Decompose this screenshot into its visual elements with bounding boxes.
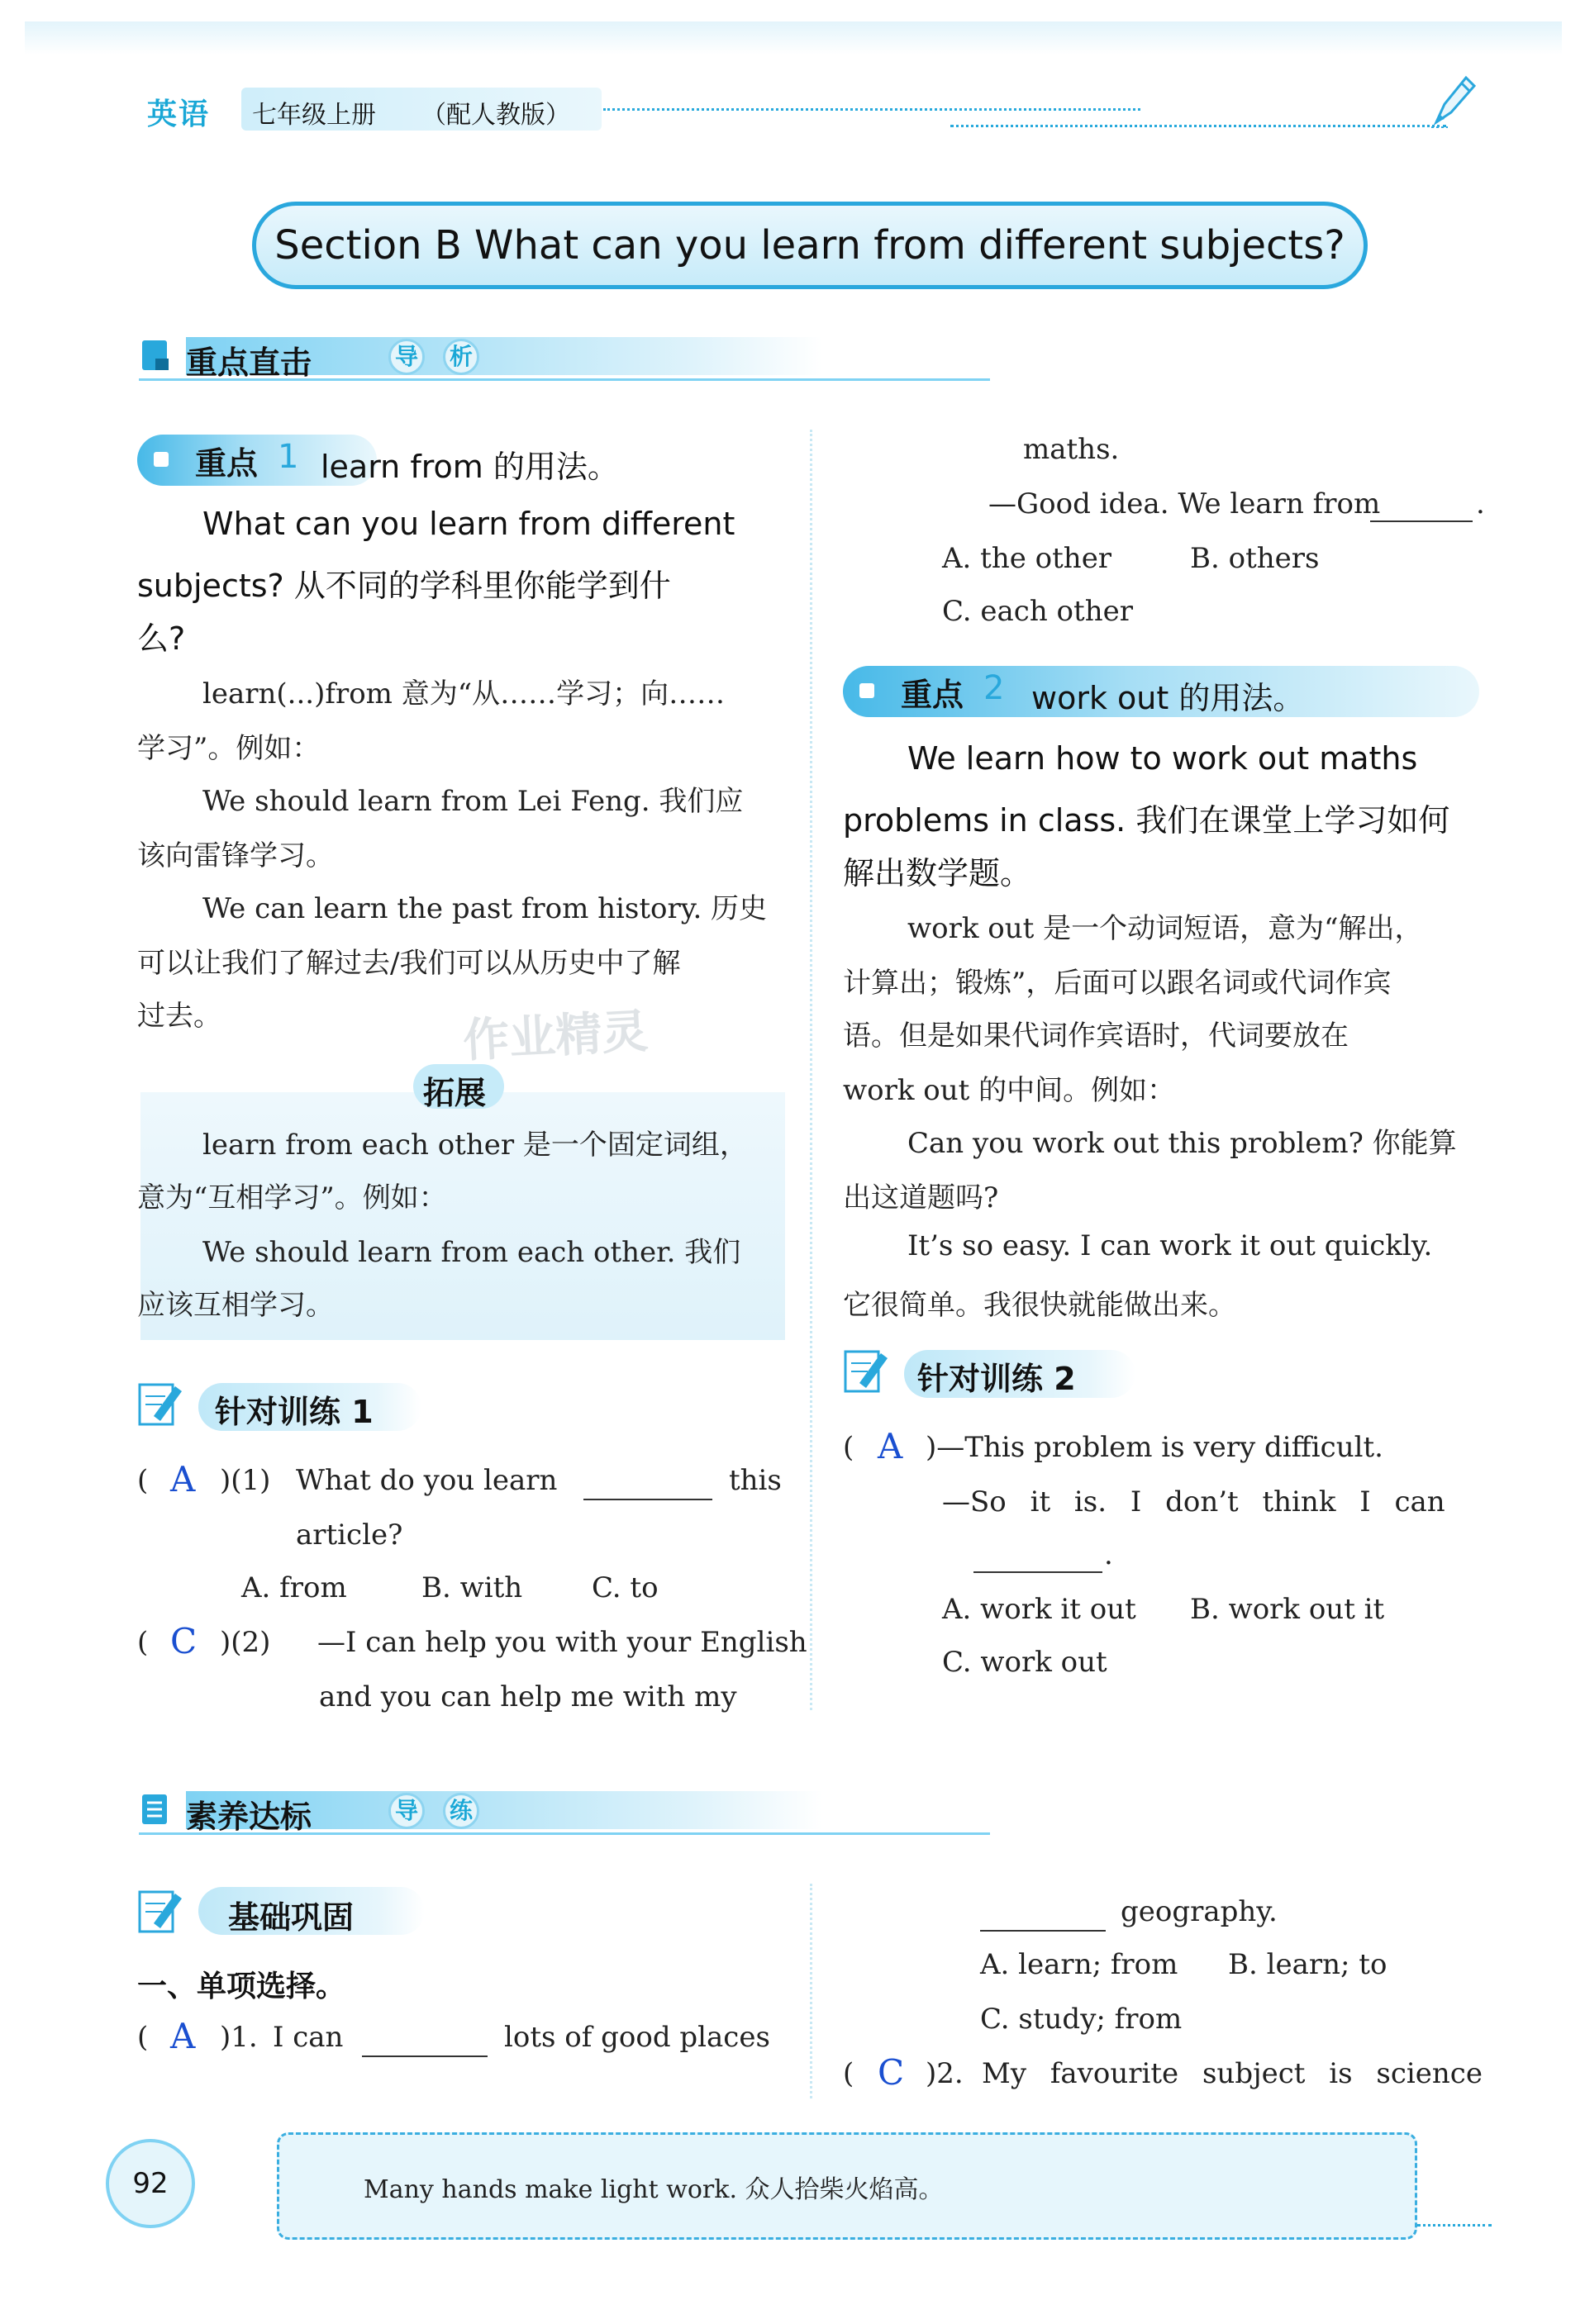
header-dotted-line xyxy=(603,108,1140,111)
kp2-explain-line-6: 出这道题吗? xyxy=(843,1181,999,1214)
kp2-explain-line-7: It’s so easy. I can work it out quickly. xyxy=(907,1229,1433,1262)
train2-option-b: B. work out it xyxy=(1190,1593,1385,1626)
train1-q1-blank xyxy=(583,1474,712,1500)
train1-q2-blank xyxy=(1370,496,1473,522)
train1-q1-text-c: article? xyxy=(296,1518,403,1552)
basic-q1-option-b: B. learn; to xyxy=(1228,1948,1387,1981)
edit-note-icon xyxy=(137,1380,183,1428)
train2-line-2: —So it is. I don’t think I can xyxy=(942,1485,1445,1518)
kp2-example-line-2: problems in class. 我们在课堂上学习如何 xyxy=(843,802,1450,839)
kp1-explain-line-7: 过去。 xyxy=(137,1000,221,1033)
basic-q1-option-a: A. learn; from xyxy=(980,1948,1178,1981)
kp1-explain-line-6: 可以让我们了解过去/我们可以从历史中了解 xyxy=(137,947,681,980)
kp1-number: 1 xyxy=(278,438,299,476)
banner1-title: 重点直击 xyxy=(186,345,312,381)
kp1-explain-line-5: We can learn the past from history. 历史 xyxy=(202,892,768,925)
section-title: Section B What can you learn from different subjects? xyxy=(274,222,1345,269)
basic-q2-answer: C xyxy=(878,2052,905,2093)
train1-q2-period: . xyxy=(1476,487,1485,520)
kp1-explain-line-1: learn(...)from 意为“从……学习；向…… xyxy=(202,677,726,711)
kp1-explain-line-3: We should learn from Lei Feng. 我们应 xyxy=(202,785,744,818)
banner1-pill-2: 析 xyxy=(443,339,479,375)
basic-q2-paren: ( xyxy=(843,2057,854,2090)
kp1-label: 重点 xyxy=(195,445,259,482)
header-edition: （配人教版） xyxy=(421,101,570,130)
pen-icon xyxy=(1428,71,1478,131)
basic-q1-text-b: lots of good places xyxy=(504,2021,770,2054)
train1-q1-answer: A xyxy=(170,1459,196,1499)
train1-q2-option-a: A. the other xyxy=(942,542,1112,575)
basic-q2-text: My favourite subject is science xyxy=(982,2057,1483,2090)
kp2-square xyxy=(859,683,874,698)
train1-q1-text-a: What do you learn xyxy=(296,1464,558,1497)
footer-dotted-line xyxy=(1417,2224,1492,2227)
train1-q2-line-4: —Good idea. We learn from xyxy=(988,487,1381,520)
edit-note-icon-2 xyxy=(843,1347,889,1395)
kp2-explain-line-5: Can you work out this problem? 你能算 xyxy=(907,1127,1457,1160)
basic-q1-blank-1 xyxy=(362,2031,488,2057)
train1-q1-text-b: this xyxy=(729,1464,782,1497)
train1-q1-paren: ( xyxy=(137,1464,149,1497)
kp1-explain-line-4: 该向雷锋学习。 xyxy=(137,839,334,872)
basic-q1-text-a: I can xyxy=(273,2021,344,2054)
train1-q1-option-c: C. to xyxy=(592,1571,659,1604)
header-subject: 英语 xyxy=(147,97,211,131)
train2-period: . xyxy=(1104,1538,1113,1571)
extension-line-4: 应该互相学习。 xyxy=(137,1289,334,1322)
train2-blank xyxy=(973,1547,1102,1573)
kp1-example-line-3: 么? xyxy=(137,620,186,657)
train2-paren: ( xyxy=(843,1431,854,1464)
column-divider-lower xyxy=(810,1884,812,2098)
kp2-explain-line-4: work out 的中间。例如： xyxy=(843,1074,1176,1107)
train2-answer: A xyxy=(878,1426,903,1466)
train2-label: 针对训练 2 xyxy=(917,1361,1076,1397)
train1-q2-answer: C xyxy=(170,1621,198,1661)
train2-line-1: )—This problem is very difficult. xyxy=(926,1431,1383,1464)
kp1-example-line-2: subjects? 从不同的学科里你能学到什 xyxy=(137,568,671,604)
banner2-pill-1: 导 xyxy=(388,1793,425,1829)
kp2-example-line-1: We learn how to work out maths xyxy=(907,740,1418,777)
banner1-pill-1: 导 xyxy=(388,339,425,375)
basic-q1-option-c: C. study; from xyxy=(980,2003,1183,2036)
bookmark-icon-2 xyxy=(139,1791,172,1827)
train1-q2-option-b: B. others xyxy=(1190,542,1320,575)
train1-q1-option-a: A. from xyxy=(241,1571,347,1604)
header-grade: 七年级上册 xyxy=(252,101,376,130)
kp1-explain-line-2: 学习”。例如： xyxy=(137,732,321,765)
kp2-explain-line-2: 计算出；锻炼”，后面可以跟名词或代词作宾 xyxy=(843,967,1392,1000)
basic-label: 基础巩固 xyxy=(228,1899,355,1936)
train1-q2-num: )(2) xyxy=(220,1626,271,1659)
extension-line-1: learn from each other 是一个固定词组， xyxy=(202,1129,748,1162)
train1-q2-line-2: and you can help me with my xyxy=(319,1680,737,1713)
banner2-pill-2: 练 xyxy=(443,1793,479,1829)
basic-q1-text-c: geography. xyxy=(1121,1895,1278,1928)
header-dotted-line-lower xyxy=(950,125,1446,127)
banner1-line xyxy=(139,378,990,381)
edit-note-icon-3 xyxy=(137,1887,183,1935)
extension-line-2: 意为“互相学习”。例如： xyxy=(137,1181,447,1214)
kp1-example-line-1: What can you learn from different xyxy=(202,506,735,542)
banner2-title: 素养达标 xyxy=(186,1799,312,1835)
train2-option-c: C. work out xyxy=(942,1646,1107,1679)
kp2-example-line-3: 解出数学题。 xyxy=(843,855,1032,891)
train1-label: 针对训练 1 xyxy=(215,1394,374,1430)
page-number: 92 xyxy=(132,2167,169,2200)
kp1-desc: learn from 的用法。 xyxy=(321,449,619,485)
basic-q1-blank-2 xyxy=(980,1905,1106,1932)
train1-q2-line-3: maths. xyxy=(1023,433,1120,466)
basic-heading: 一、单项选择。 xyxy=(137,1970,346,2003)
kp2-explain-line-3: 语。但是如果代词作宾语时，代词要放在 xyxy=(843,1019,1349,1053)
bookmark-icon xyxy=(139,337,172,373)
kp2-explain-line-1: work out 是一个动词短语，意为“解出， xyxy=(907,912,1423,945)
column-divider xyxy=(810,430,812,1710)
basic-q2-num: )2. xyxy=(926,2057,964,2090)
kp2-number: 2 xyxy=(983,669,1005,707)
basic-q1-paren: ( xyxy=(137,2021,149,2054)
kp2-desc: work out 的用法。 xyxy=(1031,680,1305,716)
train2-option-a: A. work it out xyxy=(942,1593,1136,1626)
banner2-line xyxy=(139,1832,990,1835)
train1-q2-paren: ( xyxy=(137,1626,149,1659)
kp2-label: 重点 xyxy=(901,677,964,713)
top-strip xyxy=(25,21,1562,55)
basic-q1-answer: A xyxy=(170,2016,196,2056)
extension-line-3: We should learn from each other. 我们 xyxy=(202,1236,741,1269)
watermark: 作业精灵 xyxy=(461,1005,650,1068)
train1-q1-num: )(1) xyxy=(220,1464,271,1497)
train1-q2-line-1: —I can help you with your English xyxy=(317,1626,807,1659)
train1-q2-option-c: C. each other xyxy=(942,595,1133,628)
proverb: Many hands make light work. 众人拾柴火焰高。 xyxy=(364,2175,944,2204)
basic-q1-num: )1. xyxy=(220,2021,258,2054)
kp2-explain-line-8: 它很简单。我很快就能做出来。 xyxy=(843,1289,1236,1322)
extension-title: 拓展 xyxy=(423,1075,487,1111)
train1-q1-option-b: B. with xyxy=(421,1571,523,1604)
kp1-square xyxy=(154,452,169,467)
